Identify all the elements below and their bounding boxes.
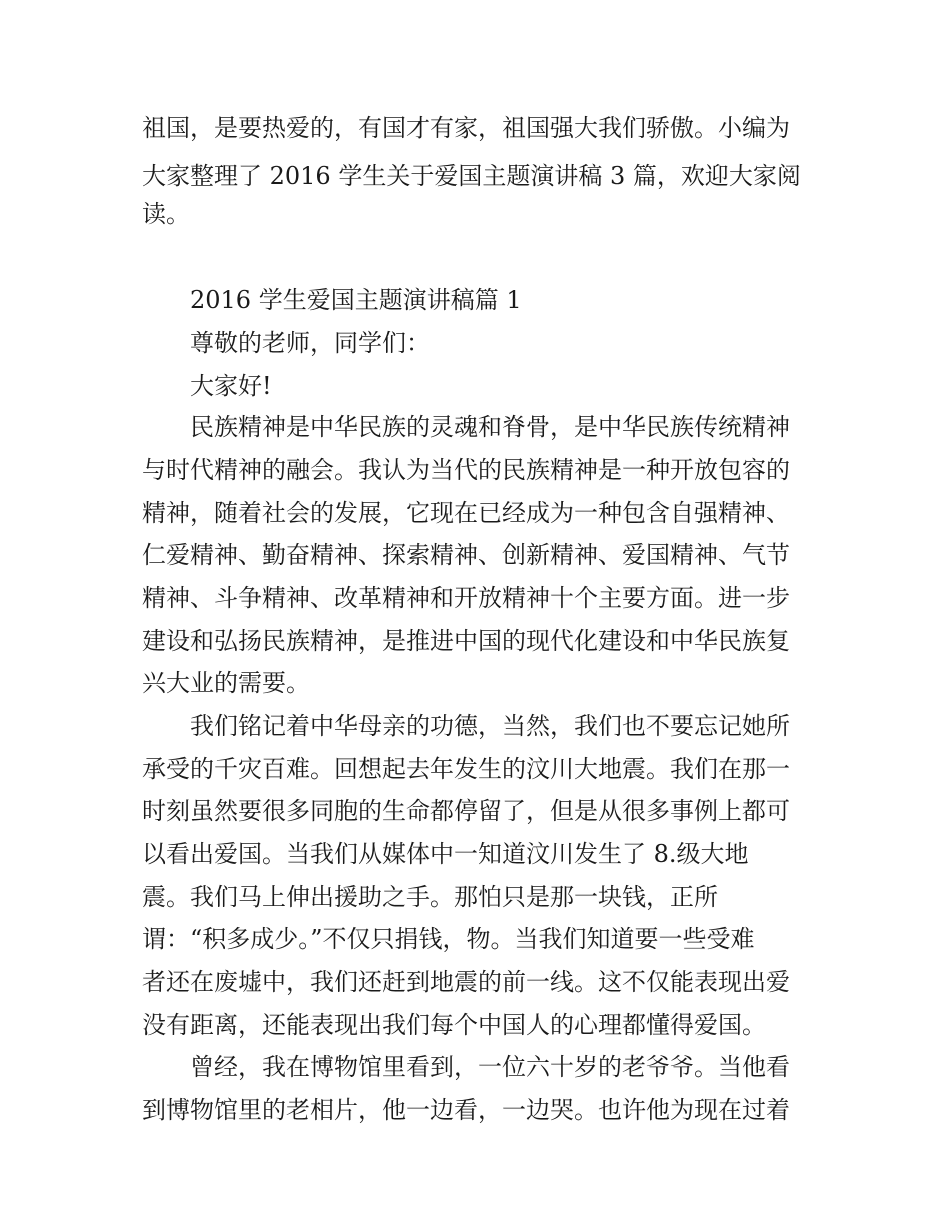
paragraph2-line: 我们铭记着中华母亲的功德，当然，我们也不要忘记她所 <box>190 712 790 740</box>
intro-line: 读。 <box>142 200 190 228</box>
paragraph2-line: 者还在废墟中，我们还赶到地震的前一线。这不仅能表现出爱 <box>142 968 790 996</box>
paragraph2-line: 震。我们马上伸出援助之手。那怕只是那一块钱，正所 <box>142 883 718 911</box>
salutation: 尊敬的老师，同学们： <box>190 329 430 357</box>
paragraph1-line: 精神、斗争精神、改革精神和开放精神十个主要方面。进一步 <box>142 584 790 612</box>
paragraph1-line: 精神，随着社会的发展，它现在已经成为一种包含自强精神、 <box>142 499 790 527</box>
paragraph2-line: 以看出爱国。当我们从媒体中一知道汶川发生了 8.级大地 <box>142 840 749 868</box>
paragraph2-line: 时刻虽然要很多同胞的生命都停留了，但是从很多事例上都可 <box>142 797 790 825</box>
paragraph1-line: 兴大业的需要。 <box>142 669 310 697</box>
paragraph3-line: 曾经，我在博物馆里看到，一位六十岁的老爷爷。当他看 <box>190 1053 790 1081</box>
greeting: 大家好! <box>190 372 272 400</box>
section-title: 2016 学生爱国主题演讲稿篇 1 <box>190 286 522 314</box>
paragraph1-line: 民族精神是中华民族的灵魂和脊骨，是中华民族传统精神 <box>190 413 790 441</box>
paragraph1-line: 与时代精神的融会。我认为当代的民族精神是一种开放包容的 <box>142 456 790 484</box>
paragraph2-line: 谓：“积多成少。”不仅只捐钱，物。当我们知道要一些受难 <box>142 925 755 953</box>
paragraph2-line: 没有距离，还能表现出我们每个中国人的心理都懂得爱国。 <box>142 1011 766 1039</box>
paragraph2-line: 承受的千灾百难。回想起去年发生的汶川大地震。我们在那一 <box>142 755 790 783</box>
paragraph1-line: 仁爱精神、勤奋精神、探索精神、创新精神、爱国精神、气节 <box>142 541 790 569</box>
intro-line: 大家整理了 2016 学生关于爱国主题演讲稿 3 篇，欢迎大家阅 <box>142 162 801 190</box>
paragraph3-line: 到博物馆里的老相片，他一边看，一边哭。也许他为现在过着 <box>142 1096 790 1124</box>
paragraph1-line: 建设和弘扬民族精神，是推进中国的现代化建设和中华民族复 <box>142 627 790 655</box>
intro-line: 祖国，是要热爱的，有国才有家，祖国强大我们骄傲。小编为 <box>142 114 790 142</box>
